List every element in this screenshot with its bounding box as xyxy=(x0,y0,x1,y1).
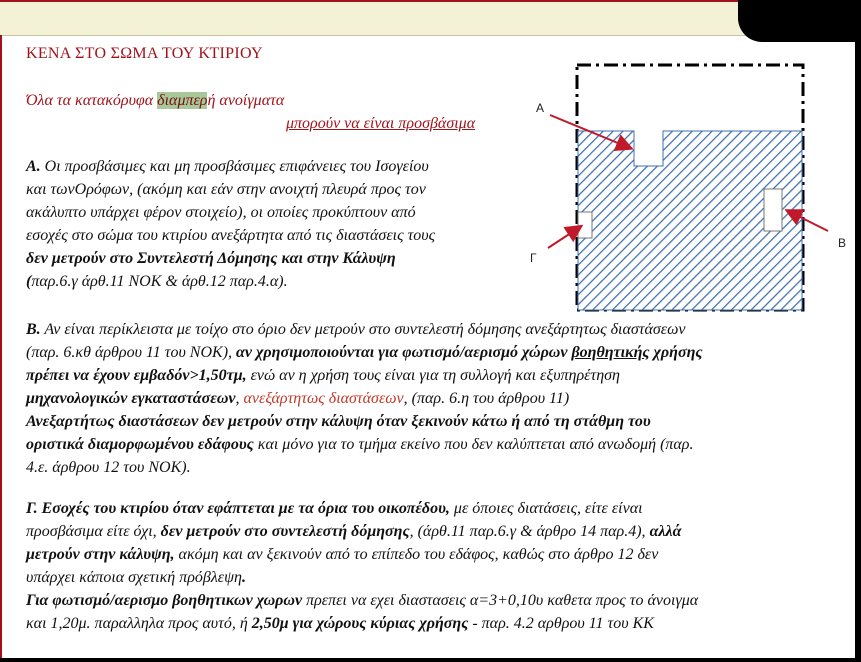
para-c-t3: , (άρθ.11 παρ.6.γ & άρθρο 14 παρ.4), xyxy=(409,523,650,540)
label-a: Α xyxy=(536,101,545,115)
para-b-t3: ενώ αν η χρήση τους είναι για τη συλλογή και εξυπηρέτηση xyxy=(246,367,620,384)
para-a-t1: Οι προσβάσιμες και μη προσβάσιμες επιφάνειες του Ισογείου xyxy=(40,158,429,175)
subtitle-post: ή ανοίγματα xyxy=(207,92,285,109)
subtitle-highlight: διαμπερ xyxy=(157,92,208,109)
label-g: Γ xyxy=(530,251,537,265)
para-c-b1: Γ. Εσοχές του κτιρίου όταν εφάπτεται με τα όρια του οικοπέδου, xyxy=(26,500,450,517)
para-b-t6: και μόνο για το τμήμα εκείνο που δεν καλύπτεται από ανωδομή (παρ. xyxy=(253,436,694,453)
paragraph-c xyxy=(26,497,826,635)
para-c-t6: πρεπει να εχει διαστασεις α=3+0,10υ καθετα προς το άνοιγμα xyxy=(302,592,699,609)
top-red-line xyxy=(0,0,861,2)
slide-title: ΚΕΝΑ ΣΤΟ ΣΩΜΑ ΤΟΥ ΚΤΙΡΙΟΥ xyxy=(26,45,263,62)
top-bar xyxy=(0,0,861,36)
para-c-t5: υπάρχει κάποια σχετική πρόβλεψη xyxy=(26,569,242,586)
plan-diagram-svg xyxy=(530,55,850,325)
para-c-b4: μετρούν στην κάλυψη, xyxy=(26,546,175,563)
para-b-b3: πρέπει να έχουν εμβαδόν>1,50τμ, xyxy=(26,367,247,384)
para-c-b2: δεν μετρούν στο συντελεστή δόμησης xyxy=(160,523,410,540)
para-b-lead: Β. xyxy=(26,321,41,338)
para-c-b3: αλλά xyxy=(649,523,682,540)
arrow-g xyxy=(548,227,580,248)
para-b-b7: οριστικά διαμορφωμένου εδάφους xyxy=(26,436,254,453)
para-c-t8: - παρ. 4.2 αρθρου 11 του ΚΚ xyxy=(468,615,654,632)
para-b-r1: ανεξάρτητως διαστάσεων xyxy=(243,390,404,407)
frame-left xyxy=(0,35,2,662)
para-b-t4: , xyxy=(235,390,244,407)
subtitle-line-2: μπορούν να είναι προσβάσιμα xyxy=(286,115,476,132)
frame-right xyxy=(855,35,861,662)
para-c-t1: με όποιες διατάσεις, είτε είναι xyxy=(449,500,643,517)
para-a-t5: παρ.6.γ άρθ.11 ΝΟΚ & άρθ.12 παρ.4.α). xyxy=(31,273,288,290)
plan-diagram xyxy=(530,55,850,325)
para-c-b6: Για φωτισμό/αερισμο βοηθητικων χωρων xyxy=(26,592,303,609)
para-b-bu1: βοηθητικής xyxy=(571,344,650,361)
para-b-t2: (παρ. 6.κθ άρθρου 11 του ΝΟΚ), xyxy=(26,344,237,361)
para-b-t7: 4.ε. άρθρου 12 του ΝΟΚ). xyxy=(26,459,191,476)
para-a-t4: εσοχές στο σώμα του κτιρίου ανεξάρτητα από τις διαστάσεις τους xyxy=(26,227,436,244)
para-a-b2: ( xyxy=(26,273,32,290)
para-b-t5: , (παρ. 6.η του άρθρου 11) xyxy=(403,390,570,407)
para-a-t3: ακάλυπτο υπάρχει φέρον στοιχείο), οι οποίες προκύπτουν από xyxy=(26,204,416,221)
para-c-b5: . xyxy=(241,569,246,586)
para-c-t7: και 1,20μ. παραλληλα προς αυτό, ή xyxy=(26,615,252,632)
recess-b xyxy=(764,189,782,231)
para-a-lead: Α. xyxy=(26,158,41,175)
para-b-b2: χρήσης xyxy=(649,344,703,361)
label-b: Β xyxy=(838,236,847,250)
para-a-t2: και τωνΟρόφων, (ακόμη και εάν στην ανοιχτή πλευρά προς τον xyxy=(26,181,426,198)
frame-bottom xyxy=(0,658,861,662)
para-b-b4: μηχανολογικών εγκαταστάσεων xyxy=(26,390,236,407)
para-b-t1: Αν είναι περίκλειστα με τοίχο στο όριο δεν μετρούν στο συντελεστή δόμησης ανεξάρτητως διαστάσεων xyxy=(40,321,686,338)
para-c-b7: 2,50μ για χώρους κύριας χρήσης xyxy=(251,615,469,632)
subtitle-line-1 xyxy=(26,92,284,110)
para-b-b1: αν χρησιμοποιούνται για φωτισμό/αερισμό χώρων xyxy=(236,344,572,361)
para-b-b6: ταν ξεκινούν κάτω ή από τη στάθμη του xyxy=(384,413,651,430)
paragraph-b xyxy=(26,318,826,479)
para-c-t2: προσβάσιμα είτε όχι, xyxy=(26,523,161,540)
para-a-b1: δεν μετρούν στο Συντελεστή Δόμησης και στην Κάλυψη xyxy=(26,250,396,267)
paragraph-a xyxy=(26,155,536,293)
para-c-t4: ακόμη και αν ξεκινούν από το επίπεδο του εδάφος, καθώς στο άρθρο 12 δεν xyxy=(174,546,659,563)
corner-tab xyxy=(738,0,861,42)
recess-g xyxy=(578,212,592,238)
para-b-b5: Ανεξαρτήτως διαστάσεων δεν μετρούν στην κάλυψη ό xyxy=(26,413,385,430)
subtitle-pre: Όλα τα κατακόρυφα xyxy=(26,92,158,109)
